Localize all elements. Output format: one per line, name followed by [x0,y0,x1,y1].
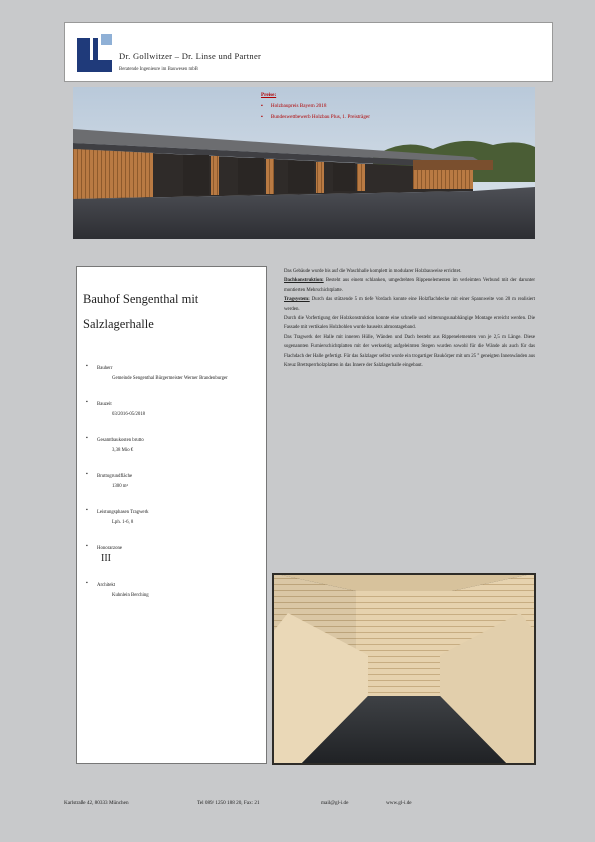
paragraph: Durch die Vorfertigung der Holzkonstruktion konnte eine schnelle und witterungsunabhängige Montage erreicht werden. Die Fassade mit vertikalen Holzbohlen wurde bauseits abmontageband. [284,316,535,331]
prizes-title: Preise: [261,92,277,98]
fact-label: ▪ Bauzeit [97,402,112,407]
fact-label: ▪ Bruttogrundfläche [97,474,133,479]
project-description [284,267,535,370]
fact-value: 3,38 Mio € [112,448,134,453]
paragraph: Das Tragwerk der Halle mit inneren Hülle, Wänden und Dach besteht aus Rippenelementen von je 2,5 m Länge. Diese sogenannten Furnierschichtplatten mit der werkseitig aufgeleimten Stegen wurden sowohl für die Wände als auch für das Flachdach der Halle gefertigt. Für das Salzlager selbst wurde ein trogartiger Baukörper mit um 25 ° geneigten Innenwänden aus Kreuz Brettsperrholzplatten in das Innere der Salzlagerhalle eingebaut. [284,334,535,369]
fact-baukosten [86,437,264,456]
firm-subtitle: Beratende Ingenieure im Bauwesen mbB [119,67,198,72]
fact-value: 03/2016-05/2018 [112,412,146,417]
paragraph-text: Besteht aus einem schlanken, umgedrehten Rippenelementen im verleimten Verbund mit der darunter montierten Mehrschichtplatte. [284,278,535,293]
paragraph [284,276,535,295]
letterhead [64,22,553,82]
fact-label: ▪ Architekt [97,583,116,588]
fact-honorarzone [86,545,264,565]
footer-phone: Tel 089/ 1250 188 20, Fax: 21 [197,800,260,806]
building-exterior-photo [73,87,535,239]
fact-value: 1300 m² [112,484,128,489]
fact-bgf [86,473,264,492]
footer-address: Karlstraße 42, 80333 München [64,800,129,806]
paragraph [284,295,535,314]
fact-value: III [101,553,111,564]
footer-email[interactable]: mail@gl-i.de [321,800,349,806]
prize-item: ▪ Holzbaupreis Bayern 2018 [261,101,370,112]
paragraph-label: Dachkonstruktion: [284,278,324,284]
company-logo [74,32,114,76]
paragraph-label: Tragsystem: [284,297,310,303]
fact-bauzeit [86,401,264,420]
fact-value: Kuhnlein Berching [112,593,149,598]
fact-label: ▪ Gesamtbaukosten brutto [97,438,144,443]
prize-item: ▪ Bundeswettbewerb Holzbau Plus, 1. Preisträger [261,112,370,123]
fact-architekt [86,582,264,601]
prizes-box [261,90,370,123]
fact-leistungsphasen [86,509,264,528]
paragraph-text: Durch das stützende 5 m tiefe Vordach konnte eine Holzflachdecke mit einer Spannweite von 20 m realisiert werden. [284,297,535,312]
project-title: Bauhof Sengenthal mit Salzlagerhalle [83,292,199,331]
project-info-panel [76,266,267,764]
fact-label: ▪ Honorarzone [97,546,123,551]
footer-website[interactable]: www.gl-i.de [386,800,412,806]
paragraph: Das Gebäude wurde bis auf die Waschhalle komplett in modularer Holzbauweise errichtet. [284,269,462,274]
fact-label: ▪ Leistungsphasen Tragwerk [97,510,149,515]
fact-label: ▪ Bauherr [97,366,113,371]
firm-name: Dr. Gollwitzer – Dr. Linse und Partner [119,51,262,61]
project-facts [86,365,264,601]
fact-bauherr [86,365,264,384]
fact-value: Gemeinde Sengenthal Bürgermeister Werner Brandenburger [112,376,228,381]
salt-hall-interior-photo [272,573,536,765]
fact-value: Lph. 1-6, 8 [112,520,134,525]
